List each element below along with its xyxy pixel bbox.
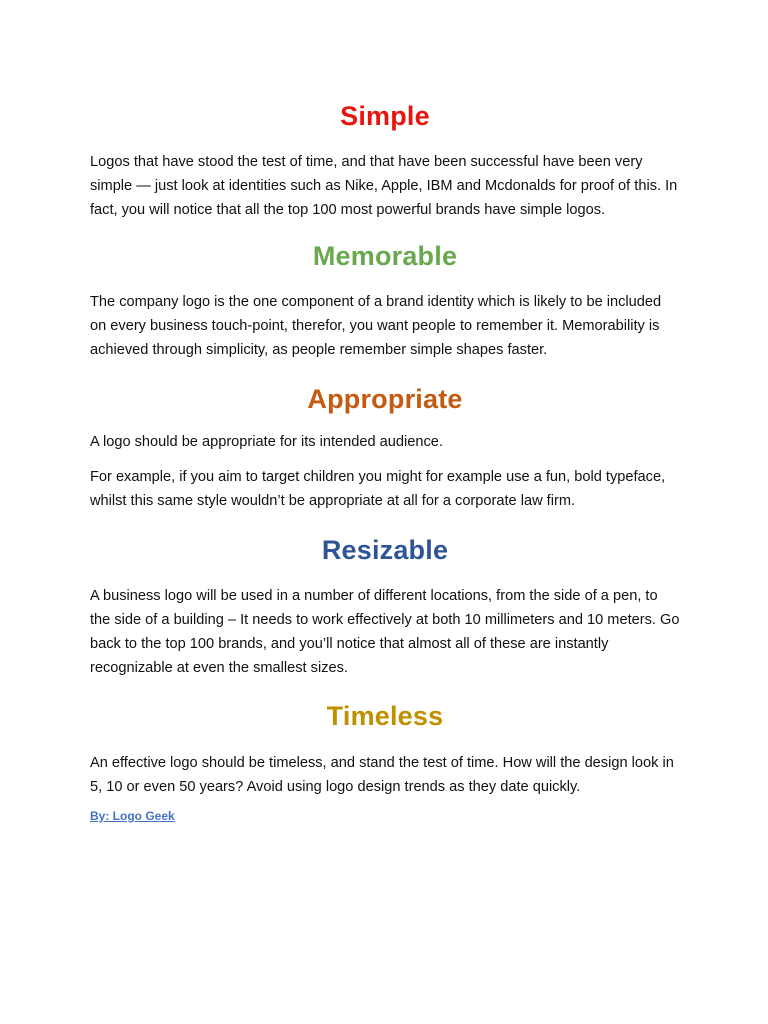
heading-appropriate: Appropriate bbox=[307, 384, 463, 414]
document-page bbox=[90, 98, 680, 825]
heading-timeless: Timeless bbox=[326, 701, 444, 731]
paragraph-appropriate-intro: A logo should be appropriate for its intended audience. bbox=[90, 434, 443, 450]
paragraph-timeless: An effective logo should be timeless, and stand the test of time. How will the design look in 5, 10 or even 50 years? Avoid using logo design trends as they date quickly. bbox=[90, 755, 674, 795]
heading-memorable: Memorable bbox=[312, 241, 458, 271]
heading-resizable: Resizable bbox=[321, 535, 449, 565]
credit-link[interactable]: By: Logo Geek bbox=[90, 809, 175, 823]
paragraph-appropriate-example: For example, if you aim to target children you might for example use a fun, bold typeface, whilst this same style wouldn’t be appropriate at all for a corporate law firm. bbox=[90, 469, 666, 509]
paragraph-simple: Logos that have stood the test of time, and that have been successful have been very simple — just look at identities such as Nike, Apple, IBM and Mcdonalds for proof of this. In fact, you will notice that all the top 100 most powerful brands have simple logos. bbox=[90, 154, 678, 218]
heading-simple: Simple bbox=[340, 101, 430, 131]
paragraph-memorable: The company logo is the one component of a brand identity which is likely to be included on every business touch-point, therefor, you want people to remember it. Memorability is achieved through simplicity, as people remember simple shapes faster. bbox=[90, 294, 662, 358]
paragraph-resizable: A business logo will be used in a number of different locations, from the side of a pen, to the side of a building – It needs to work effectively at both 10 millimeters and 10 meters. Go back to the top 100 brands, and you’ll notice that almost all of these are instantly recognizable at even the smallest sizes. bbox=[90, 588, 680, 676]
